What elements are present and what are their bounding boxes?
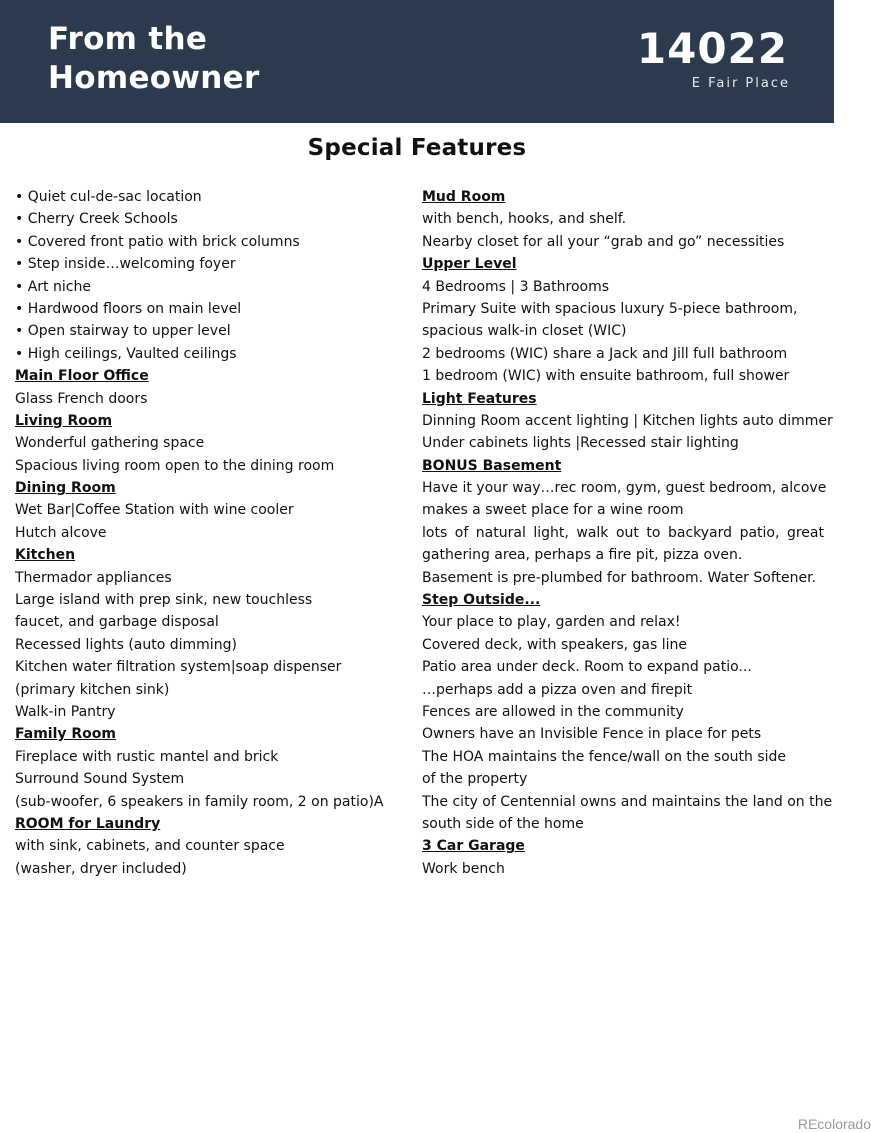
street-number: 14022 xyxy=(636,24,788,73)
feature-text: of the property xyxy=(422,771,528,788)
feature-text: Surround Sound System xyxy=(15,771,185,788)
feature-text: spacious walk-in closet (WIC) xyxy=(422,323,627,340)
watermark: REcolorado xyxy=(797,1116,871,1132)
feature-text: 4 Bedrooms | 3 Bathrooms xyxy=(422,278,610,295)
feature-bullet: • Step inside…welcoming foyer xyxy=(15,256,236,273)
feature-text: lots of natural light, walk out to backyard patio, great xyxy=(422,524,824,541)
feature-bullet: • Cherry Creek Schools xyxy=(15,211,178,228)
feature-text: Dinning Room accent lighting | Kitchen lights auto dimmer xyxy=(422,412,833,429)
feature-text: Glass French doors xyxy=(15,390,148,407)
feature-text: Wet Bar|Coffee Station with wine cooler xyxy=(15,502,294,519)
feature-text: Fireplace with rustic mantel and brick xyxy=(15,748,279,765)
feature-text: Large island with prep sink, new touchless xyxy=(15,592,313,609)
feature-bullet: • Covered front patio with brick columns xyxy=(15,233,300,250)
feature-text: faucet, and garbage disposal xyxy=(15,614,219,631)
feature-text: (washer, dryer included) xyxy=(15,860,187,877)
feature-text: gathering area, perhaps a fire pit, pizza oven. xyxy=(422,547,743,564)
section-heading: 3 Car Garage xyxy=(422,838,525,855)
page-title: Special Features xyxy=(307,135,527,161)
feature-text: Thermador appliances xyxy=(15,569,172,586)
section-heading: Main Floor Office xyxy=(15,368,149,385)
feature-text: Patio area under deck. Room to expand patio... xyxy=(422,659,752,676)
header-banner xyxy=(0,0,834,123)
feature-text: Wonderful gathering space xyxy=(15,435,205,452)
section-heading: Dining Room xyxy=(15,480,116,497)
feature-text: (primary kitchen sink) xyxy=(15,681,170,698)
feature-bullet: • Quiet cul-de-sac location xyxy=(15,189,202,205)
feature-text: Spacious living room open to the dining room xyxy=(15,457,335,474)
feature-bullet: • High ceilings, Vaulted ceilings xyxy=(15,345,237,362)
feature-text: 1 bedroom (WIC) with ensuite bathroom, full shower xyxy=(422,368,790,385)
feature-text: Primary Suite with spacious luxury 5-piece bathroom, xyxy=(422,300,798,317)
section-heading: ROOM for Laundry xyxy=(15,815,161,832)
left-column xyxy=(15,186,410,880)
feature-text: Fences are allowed in the community xyxy=(422,703,684,720)
banner-title-line-2: Homeowner xyxy=(48,60,260,96)
feature-text: south side of the home xyxy=(422,815,584,832)
feature-text: with bench, hooks, and shelf. xyxy=(422,211,627,228)
section-heading: Upper Level xyxy=(422,256,517,273)
feature-text: Recessed lights (auto dimming) xyxy=(15,636,237,653)
banner-title-line-1: From the xyxy=(48,21,208,57)
feature-text: 2 bedrooms (WIC) share a Jack and Jill full bathroom xyxy=(422,345,788,362)
feature-text: Owners have an Invisible Fence in place for pets xyxy=(422,726,762,743)
banner-title xyxy=(48,20,260,98)
section-heading: Step Outside... xyxy=(422,592,541,609)
feature-text: The city of Centennial owns and maintains the land on the xyxy=(422,793,833,810)
feature-bullet: • Hardwood floors on main level xyxy=(15,300,242,317)
section-heading: Light Features xyxy=(422,390,537,407)
feature-bullet: • Open stairway to upper level xyxy=(15,323,231,340)
feature-text: The HOA maintains the fence/wall on the south side xyxy=(422,748,787,765)
feature-text: …perhaps add a pizza oven and firepit xyxy=(422,681,693,698)
section-heading: Kitchen xyxy=(15,547,76,564)
feature-text: makes a sweet place for a wine room xyxy=(422,502,684,519)
feature-text: Work bench xyxy=(422,860,505,877)
feature-bullet: • Art niche xyxy=(15,278,91,295)
section-heading: Mud Room xyxy=(422,189,506,205)
feature-text: Have it your way…rec room, gym, guest bedroom, alcove xyxy=(422,480,827,497)
feature-text: Under cabinets lights |Recessed stair lighting xyxy=(422,435,739,452)
feature-text: Kitchen water filtration system|soap dispenser xyxy=(15,659,342,676)
right-column xyxy=(422,186,833,880)
section-heading: BONUS Basement xyxy=(422,457,562,474)
feature-text: with sink, cabinets, and counter space xyxy=(15,838,285,855)
feature-text: Nearby closet for all your “grab and go” necessities xyxy=(422,233,785,250)
section-heading: Living Room xyxy=(15,412,113,429)
feature-text: Walk-in Pantry xyxy=(15,703,116,720)
feature-text: Your place to play, garden and relax! xyxy=(422,614,681,631)
feature-text: (sub-woofer, 6 speakers in family room, 2 on patio)A xyxy=(15,793,384,810)
feature-text: Basement is pre-plumbed for bathroom. Water Softener. xyxy=(422,569,817,586)
section-heading: Family Room xyxy=(15,726,116,743)
feature-text: Covered deck, with speakers, gas line xyxy=(422,636,688,653)
feature-text: Hutch alcove xyxy=(15,524,107,541)
street-name: E Fair Place xyxy=(691,76,790,91)
